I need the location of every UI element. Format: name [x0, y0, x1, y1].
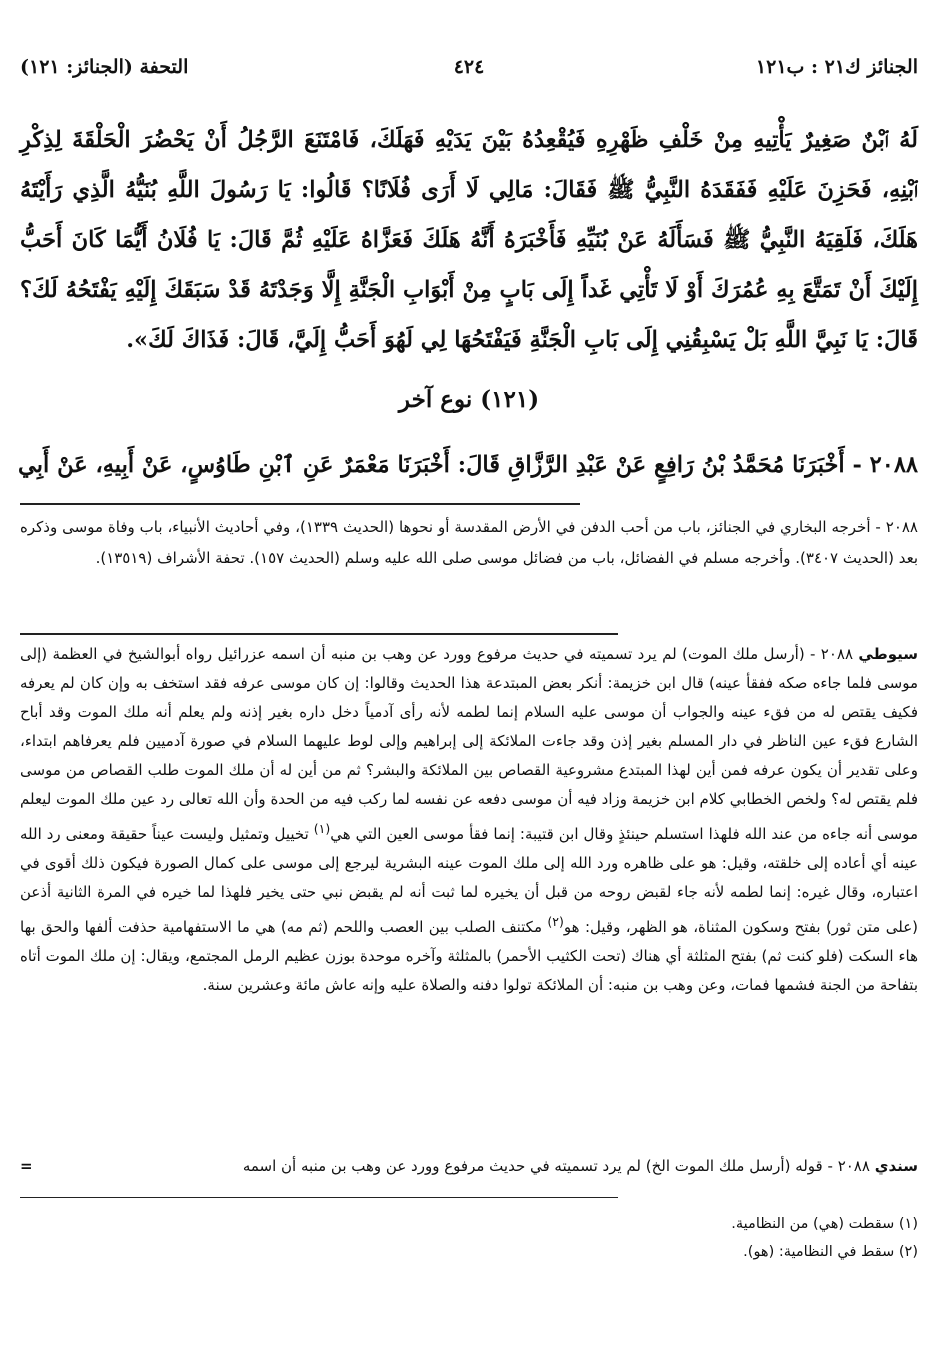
- page-number: ٤٢٤: [453, 56, 485, 78]
- commentary-divider: [20, 633, 618, 635]
- commentator-label-sindi: سندي: [874, 1157, 918, 1175]
- sindi-text: ٢٠٨٨ - قوله (أرسل ملك الموت الخ) لم يرد تسميته في حديث مرفوع وورد عن وهب بن منبه أن اسمه: [242, 1157, 870, 1175]
- hadith-isnad-line: ٢٠٨٨ - أَخْبَرَنَا مُحَمَّدُ بْنُ رَافِعٍ عَنْ عَبْدِ الرَّزَّاقِ قَالَ: أَخْبَرَنَا مَعْمَرٌ عَنِ ٱبْنِ طَاوُسٍ، عَنْ أَبِيهِ، عَنْ أَبِي: [17, 452, 918, 478]
- section-title: (١٢١) نوع آخر: [398, 386, 540, 413]
- footnote-ref-2: (٢): [547, 914, 564, 929]
- running-header-left: التحفة (الجنائز: ١٢١): [20, 56, 189, 78]
- suyuti-commentary: [20, 640, 918, 1000]
- sindi-commentary: [20, 1152, 918, 1181]
- suyuti-text: ٢٠٨٨ - (أرسل ملك الموت) لم يرد تسميته في حديث مرفوع وورد عن وهب بن منبه أن اسمه عزرائيل رواه أبوالشيخ في العظمة (إلى موسى فلما جاءه صكه ففقأ عينه) قال ابن خزيمة: أنكر بعض المبتدعة هذا الحديث وقالوا: إن كان موسى عرفه فقد استخف به وإن كان لم يعرفه فكيف يقتص له من فقء عينه والجواب أن موسى عليه السلام إنما لطمه لأنه رأى آدمياً دخل داره بغير إذنه ولم يعلم أنه ملك الموت وقد أباح الشارع فقء عين الناظر في دار المسلم بغير إذن وقد جاءت الملائكة إلى إبراهيم وإلى لوط عليهما السلام في صورة آدميين فلم يعرفاهم ابتداء، وعلى تقدير أن يكون عرفه فمن أين لهذا المبتدع مشروعية القصاص بين الملائكة والبشر؟ ثم من أين له أن ملك الموت طلب القصاص من موسى فلم يقتص له؟ ولخص الخطابي كلام ابن خزيمة وزاد فيه أن موسى دفعه عن نفسه لما ركب فيه من الحدة وأن الله تعالى رد عين ملك الموت ليعلم موسى أنه جاءه من عند الله فلهذا استسلم حينئذٍ وقال ابن قتيبة: إنما فقأ موسى العين التي هي: [20, 645, 918, 843]
- footnote-ref-1: (١): [313, 821, 331, 836]
- footnote-2: (٢) سقط في النظامية: (هو).: [743, 1244, 918, 1260]
- hadith-main-text: لَهُ ٱبْنٌ صَغِيرٌ يَأْتِيهِ مِنْ خَلْفِ ظَهْرِهِ فَيُقْعِدُهُ بَيْنَ يَدَيْهِ فَهَلَكَ، فَامْتَنَعَ الرَّجُلُ أَنْ يَحْضُرَ الْحَلْقَةَ لِذِكْرِ ٱبْنِهِ، فَحَزِنَ عَلَيْهِ فَفَقَدَهُ النَّبِيُّ ﷺ فَقَالَ: مَالِي لَا أَرَى فُلَانًا؟ قَالُوا: يَا رَسُولَ اللَّهِ بُنَيُّهُ الَّذِي رَأَيْتَهُ هَلَكَ، فَلَقِيَهُ النَّبِيُّ ﷺ فَسَأَلَهُ عَنْ بُنَيِّهِ فَأَخْبَرَهُ أَنَّهُ هَلَكَ فَعَزَّاهُ عَلَيْهِ ثُمَّ قَالَ: يَا فُلَانُ أَيُّمَا كَانَ أَحَبُّ إِلَيْكَ أَنْ تَمَتَّعَ بِهِ عُمُرَكَ أَوْ لَا تَأْتِي غَداً إِلَى بَابٍ مِنْ أَبْوَابِ الْجَنَّةِ إِلَّا وَجَدْتَهُ قَدْ سَبَقَكَ إِلَيْهِ يَفْتَحُهُ لَكَ؟ قَالَ: يَا نَبِيَّ اللَّهِ بَلْ يَسْبِقُنِي إِلَى بَابِ الْجَنَّةِ فَيَفْتَحُهَا لِي لَهُوَ أَحَبُّ إِلَيَّ، قَالَ: فَذَاكَ لَكَ».: [20, 127, 918, 353]
- footnote-1: (١) سقطت (هي) من النظامية.: [731, 1216, 918, 1232]
- takhrij-note: ٢٠٨٨ - أخرجه البخاري في الجنائز، باب من أحب الدفن في الأرض المقدسة أو نحوها (الحديث ١٣٣٩)، وفي أحاديث الأنبياء، باب وفاة موسى وذكره بعد (الحديث ٣٤٠٧). وأخرجه مسلم في الفضائل، باب من فضائل موسى صلى الله عليه وسلم (الحديث ١٥٧). تحفة الأشراف (١٣٥١٩).: [20, 518, 918, 567]
- takhrij-divider: [20, 503, 580, 505]
- continuation-mark: =: [20, 1157, 33, 1175]
- commentator-label-suyuti: سيوطي: [858, 645, 918, 663]
- footnote-divider: [20, 1197, 618, 1198]
- suyuti-text-b: تخييل وتمثيل وليست عيناً حقيقة ومعنى رد الله عينه أي أعاده إلى خلقته، وقيل: هو على ظاهره ورد الله إلى ملك الموت عينه البشرية ليرجع إلى موسى على كمال الصورة فيكون ذلك أقوى في اعتباره، وقال غيره: إنما لطمه لأنه جاء لقبض روحه من قبل أن يخيره لما ثبت أنه لم يقبض نبي حتى يخير فلهذا لما خيره في المرة الثانية أذعن (على متن ثور) بفتح وسكون المثناة، هو الظهر، وقيل: هو: [20, 825, 919, 936]
- suyuti-text-c: مكتنف الصلب بين العصب واللحم (ثم مه) هي ما الاستفهامية حذفت ألفها والحق بها هاء السكت (فلو كنت ثم) بفتح المثلثة أي هناك (تحت الكثيب الأحمر) بالمثلثة وآخره موحدة بوزن عظيم الرمل المجتمع، ويقال: إن ملك الموت أتاه بتفاحة من الجنة فشمها فمات، وعن وهب بن منبه: أن الملائكة تولوا دفنه والصلاة عليه وإنه عاش مائة وعشرين سنة.: [20, 918, 918, 994]
- running-header-right: الجنائز ك٢١ : ب١٢١: [755, 56, 918, 78]
- footnotes: [731, 1210, 918, 1266]
